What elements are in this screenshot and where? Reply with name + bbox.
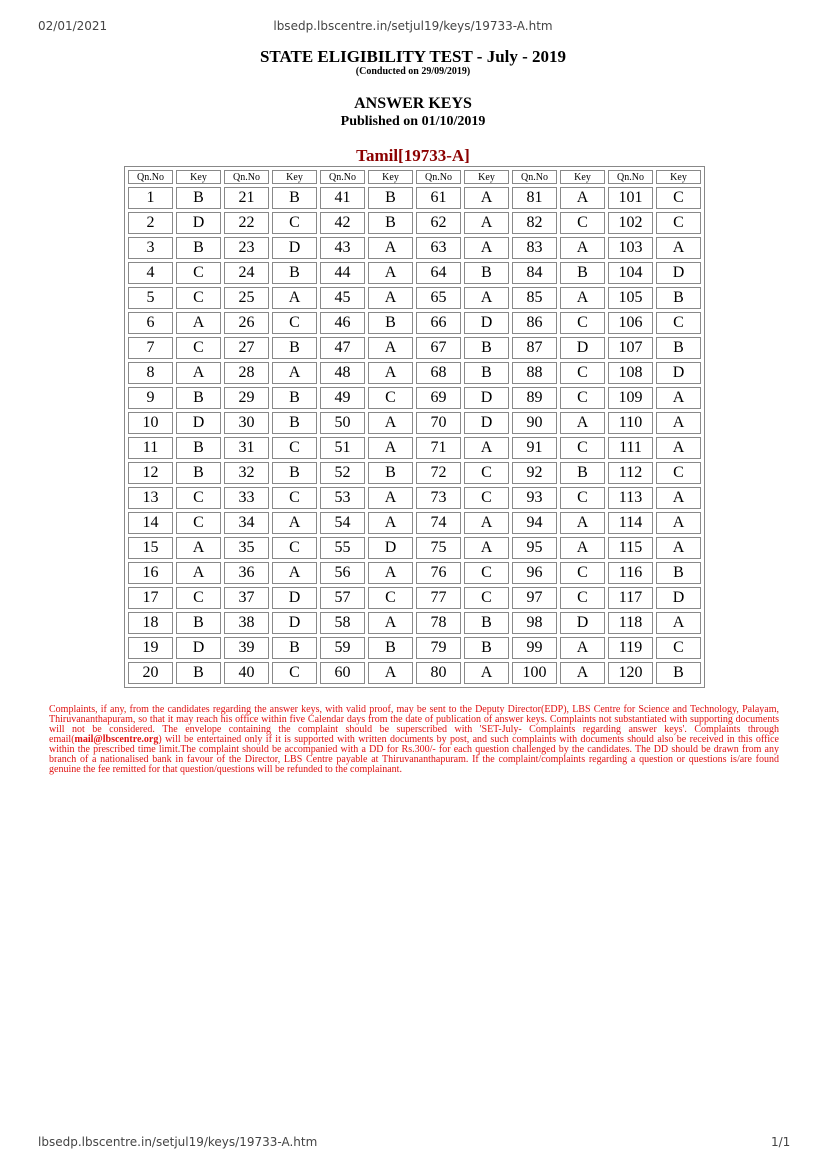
question-number-cell: 87: [512, 337, 557, 359]
answer-key-cell: A: [464, 237, 509, 259]
question-number-cell: 3: [128, 237, 173, 259]
answer-key-cell: C: [272, 662, 317, 684]
answer-key-cell: B: [464, 337, 509, 359]
question-number-cell: 74: [416, 512, 461, 534]
question-number-cell: 102: [608, 212, 653, 234]
question-number-cell: 9: [128, 387, 173, 409]
key-header: Key: [560, 170, 605, 184]
answer-key-cell: D: [656, 587, 701, 609]
key-header: Key: [464, 170, 509, 184]
answer-key-cell: C: [176, 587, 221, 609]
question-number-cell: 39: [224, 637, 269, 659]
answer-key-cell: D: [656, 362, 701, 384]
question-number-cell: 40: [224, 662, 269, 684]
answer-key-cell: C: [560, 562, 605, 584]
answer-key-cell: D: [272, 612, 317, 634]
answer-key-cell: A: [656, 437, 701, 459]
question-number-cell: 33: [224, 487, 269, 509]
answer-key-cell: C: [272, 537, 317, 559]
answer-key-cell: B: [176, 662, 221, 684]
answer-key-cell: A: [176, 537, 221, 559]
question-number-cell: 93: [512, 487, 557, 509]
question-number-cell: 98: [512, 612, 557, 634]
answer-key-cell: D: [176, 412, 221, 434]
qn-no-header: Qn.No: [608, 170, 653, 184]
answer-key-cell: A: [464, 537, 509, 559]
question-number-cell: 17: [128, 587, 173, 609]
question-number-cell: 27: [224, 337, 269, 359]
conducted-date: (Conducted on 29/09/2019): [355, 66, 471, 77]
answer-keys-heading: ANSWER KEYS: [354, 95, 472, 112]
question-number-cell: 5: [128, 287, 173, 309]
answer-key-cell: D: [368, 537, 413, 559]
answer-key-cell: A: [464, 662, 509, 684]
answer-key-cell: D: [176, 637, 221, 659]
question-number-cell: 92: [512, 462, 557, 484]
question-number-cell: 51: [320, 437, 365, 459]
answer-key-cell: C: [560, 487, 605, 509]
question-number-cell: 72: [416, 462, 461, 484]
question-number-cell: 42: [320, 212, 365, 234]
question-number-cell: 95: [512, 537, 557, 559]
note-text-2: ) will be entertained only if it is supported with written documents by post, and such complaints with documents should also be received in this office within the prescribed time limit.The complaint should be accompanied with a DD for Rs.300/- for each question challenged by the candidates. The DD should be drawn from any branch of a nationalised bank in favour of the Director, LBS Centre payable at Thiruvananthapuram. If the complaint/complaints regarding a question or questions is/are found genuine the fee remitted for that question/questions will be refunded to the complainant.: [49, 734, 779, 775]
qn-no-header: Qn.No: [320, 170, 365, 184]
question-number-cell: 6: [128, 312, 173, 334]
answer-key-cell: A: [560, 512, 605, 534]
answer-key-cell: A: [656, 237, 701, 259]
answer-key-cell: B: [368, 312, 413, 334]
question-number-cell: 56: [320, 562, 365, 584]
answer-key-cell: C: [656, 312, 701, 334]
table-row: [128, 562, 701, 584]
question-number-cell: 83: [512, 237, 557, 259]
answer-key-cell: A: [368, 412, 413, 434]
question-number-cell: 111: [608, 437, 653, 459]
answer-key-cell: C: [560, 387, 605, 409]
question-number-cell: 64: [416, 262, 461, 284]
table-header-row: [128, 170, 701, 184]
question-number-cell: 115: [608, 537, 653, 559]
table-row: [128, 587, 701, 609]
answer-key-cell: B: [560, 262, 605, 284]
question-number-cell: 106: [608, 312, 653, 334]
question-number-cell: 31: [224, 437, 269, 459]
table-row: [128, 362, 701, 384]
question-number-cell: 50: [320, 412, 365, 434]
question-number-cell: 37: [224, 587, 269, 609]
question-number-cell: 110: [608, 412, 653, 434]
question-number-cell: 90: [512, 412, 557, 434]
table-row: [128, 312, 701, 334]
question-number-cell: 65: [416, 287, 461, 309]
answer-key-cell: B: [464, 262, 509, 284]
question-number-cell: 108: [608, 362, 653, 384]
question-number-cell: 63: [416, 237, 461, 259]
question-number-cell: 116: [608, 562, 653, 584]
answer-key-cell: B: [272, 462, 317, 484]
answer-key-cell: A: [368, 337, 413, 359]
answer-key-cell: B: [656, 337, 701, 359]
answer-key-cell: A: [368, 562, 413, 584]
answer-key-cell: A: [176, 562, 221, 584]
answer-key-cell: B: [464, 637, 509, 659]
answer-key-cell: A: [368, 287, 413, 309]
key-header: Key: [176, 170, 221, 184]
question-number-cell: 104: [608, 262, 653, 284]
answer-key-cell: A: [368, 437, 413, 459]
answer-key-cell: C: [656, 212, 701, 234]
answer-key-cell: B: [560, 462, 605, 484]
answer-key-table: [124, 166, 705, 688]
question-number-cell: 68: [416, 362, 461, 384]
question-number-cell: 11: [128, 437, 173, 459]
answer-key-cell: C: [272, 212, 317, 234]
table-row: [128, 262, 701, 284]
question-number-cell: 28: [224, 362, 269, 384]
question-number-cell: 75: [416, 537, 461, 559]
answer-key-cell: A: [368, 487, 413, 509]
answer-key-cell: B: [656, 287, 701, 309]
qn-no-header: Qn.No: [416, 170, 461, 184]
question-number-cell: 89: [512, 387, 557, 409]
question-number-cell: 13: [128, 487, 173, 509]
answer-key-cell: C: [272, 487, 317, 509]
question-number-cell: 99: [512, 637, 557, 659]
question-number-cell: 113: [608, 487, 653, 509]
answer-key-cell: C: [272, 312, 317, 334]
question-number-cell: 120: [608, 662, 653, 684]
answer-key-cell: C: [464, 587, 509, 609]
table-row: [128, 337, 701, 359]
question-number-cell: 18: [128, 612, 173, 634]
answer-key-cell: A: [560, 637, 605, 659]
question-number-cell: 48: [320, 362, 365, 384]
question-number-cell: 19: [128, 637, 173, 659]
answer-key-cell: C: [176, 512, 221, 534]
question-number-cell: 45: [320, 287, 365, 309]
complaints-note: [49, 705, 779, 775]
answer-key-cell: A: [560, 237, 605, 259]
question-number-cell: 16: [128, 562, 173, 584]
question-number-cell: 8: [128, 362, 173, 384]
table-row: [128, 512, 701, 534]
answer-key-cell: A: [464, 437, 509, 459]
table-row: [128, 462, 701, 484]
answer-key-cell: D: [560, 612, 605, 634]
question-number-cell: 57: [320, 587, 365, 609]
answer-key-cell: D: [272, 237, 317, 259]
table-row: [128, 237, 701, 259]
table-row: [128, 487, 701, 509]
answer-key-cell: C: [176, 487, 221, 509]
question-number-cell: 88: [512, 362, 557, 384]
question-number-cell: 101: [608, 187, 653, 209]
answer-key-cell: A: [272, 512, 317, 534]
question-number-cell: 52: [320, 462, 365, 484]
answer-key-cell: A: [176, 362, 221, 384]
answer-key-cell: A: [368, 612, 413, 634]
question-number-cell: 41: [320, 187, 365, 209]
answer-key-cell: A: [656, 512, 701, 534]
answer-key-cell: D: [272, 587, 317, 609]
answer-key-cell: A: [560, 662, 605, 684]
question-number-cell: 117: [608, 587, 653, 609]
answer-key-cell: D: [560, 337, 605, 359]
footer-url: lbsedp.lbscentre.in/setjul19/keys/19733-A.htm: [38, 1135, 318, 1149]
answer-key-cell: B: [176, 437, 221, 459]
published-date: Published on 01/10/2019: [340, 114, 486, 129]
question-number-cell: 82: [512, 212, 557, 234]
page-title: STATE ELIGIBILITY TEST - July - 2019: [259, 47, 567, 66]
question-number-cell: 96: [512, 562, 557, 584]
answer-key-cell: A: [368, 362, 413, 384]
question-number-cell: 73: [416, 487, 461, 509]
answer-key-cell: C: [176, 262, 221, 284]
answer-key-cell: C: [656, 462, 701, 484]
question-number-cell: 109: [608, 387, 653, 409]
answer-key-cell: C: [560, 437, 605, 459]
question-number-cell: 15: [128, 537, 173, 559]
qn-no-header: Qn.No: [512, 170, 557, 184]
answer-key-cell: B: [368, 462, 413, 484]
question-number-cell: 94: [512, 512, 557, 534]
answer-key-cell: A: [656, 537, 701, 559]
question-number-cell: 53: [320, 487, 365, 509]
question-number-cell: 91: [512, 437, 557, 459]
question-number-cell: 78: [416, 612, 461, 634]
answer-key-cell: B: [272, 637, 317, 659]
question-number-cell: 118: [608, 612, 653, 634]
question-number-cell: 62: [416, 212, 461, 234]
answer-key-cell: A: [656, 412, 701, 434]
answer-key-cell: A: [464, 512, 509, 534]
answer-key-cell: B: [272, 262, 317, 284]
question-number-cell: 21: [224, 187, 269, 209]
question-number-cell: 112: [608, 462, 653, 484]
question-number-cell: 54: [320, 512, 365, 534]
question-number-cell: 35: [224, 537, 269, 559]
table-row: [128, 412, 701, 434]
answer-key-cell: B: [656, 562, 701, 584]
answer-key-cell: A: [368, 262, 413, 284]
question-number-cell: 44: [320, 262, 365, 284]
question-number-cell: 43: [320, 237, 365, 259]
answer-key-cell: B: [464, 362, 509, 384]
question-number-cell: 10: [128, 412, 173, 434]
answer-key-cell: A: [656, 387, 701, 409]
question-number-cell: 7: [128, 337, 173, 359]
key-header: Key: [368, 170, 413, 184]
answer-key-cell: C: [464, 487, 509, 509]
question-number-cell: 97: [512, 587, 557, 609]
question-number-cell: 100: [512, 662, 557, 684]
question-number-cell: 12: [128, 462, 173, 484]
question-number-cell: 105: [608, 287, 653, 309]
answer-key-cell: C: [368, 587, 413, 609]
answer-key-cell: A: [368, 237, 413, 259]
answer-key-cell: B: [368, 212, 413, 234]
question-number-cell: 61: [416, 187, 461, 209]
table-row: [128, 187, 701, 209]
answer-key-cell: A: [272, 362, 317, 384]
answer-key-cell: B: [176, 237, 221, 259]
table-row: [128, 637, 701, 659]
question-number-cell: 81: [512, 187, 557, 209]
question-number-cell: 47: [320, 337, 365, 359]
answer-key-cell: C: [560, 362, 605, 384]
answer-key-cell: C: [656, 637, 701, 659]
print-url: lbsedp.lbscentre.in/setjul19/keys/19733-A.htm: [273, 19, 553, 33]
question-number-cell: 71: [416, 437, 461, 459]
question-number-cell: 24: [224, 262, 269, 284]
question-number-cell: 49: [320, 387, 365, 409]
answer-key-cell: B: [656, 662, 701, 684]
key-header: Key: [656, 170, 701, 184]
answer-key-cell: D: [464, 412, 509, 434]
answer-key-cell: A: [464, 187, 509, 209]
question-number-cell: 1: [128, 187, 173, 209]
question-number-cell: 107: [608, 337, 653, 359]
question-number-cell: 55: [320, 537, 365, 559]
table-row: [128, 287, 701, 309]
answer-key-cell: B: [176, 462, 221, 484]
answer-key-cell: B: [272, 387, 317, 409]
question-number-cell: 66: [416, 312, 461, 334]
answer-key-cell: C: [464, 462, 509, 484]
key-header: Key: [272, 170, 317, 184]
answer-key-cell: A: [368, 662, 413, 684]
answer-key-cell: C: [560, 212, 605, 234]
question-number-cell: 80: [416, 662, 461, 684]
table-row: [128, 612, 701, 634]
question-number-cell: 23: [224, 237, 269, 259]
answer-key-cell: C: [560, 312, 605, 334]
question-number-cell: 86: [512, 312, 557, 334]
question-number-cell: 20: [128, 662, 173, 684]
answer-key-cell: A: [560, 537, 605, 559]
question-number-cell: 67: [416, 337, 461, 359]
answer-key-cell: A: [656, 487, 701, 509]
question-number-cell: 58: [320, 612, 365, 634]
note-text-1: Complaints, if any, from the candidates regarding the answer keys, with valid proof, may be sent to the Deputy Director(EDP), LBS Centre for Science and Technology, Palayam, Thiruvananthapuram, so that it may reach his office within five Calendar days from the date of publication of answer keys. Complaints not substantiated with supporting documents will not be considered. The envelope containing the complaint should be superscribed with 'SET-July- Complaints regarding answer keys'. Complaints through email(: [49, 704, 779, 745]
answer-key-cell: B: [176, 387, 221, 409]
answer-key-cell: B: [176, 187, 221, 209]
table-row: [128, 387, 701, 409]
question-number-cell: 70: [416, 412, 461, 434]
question-number-cell: 119: [608, 637, 653, 659]
question-number-cell: 30: [224, 412, 269, 434]
answer-key-cell: B: [272, 412, 317, 434]
answer-key-cell: B: [272, 337, 317, 359]
question-number-cell: 32: [224, 462, 269, 484]
question-number-cell: 103: [608, 237, 653, 259]
question-number-cell: 36: [224, 562, 269, 584]
print-date: 02/01/2021: [38, 19, 108, 33]
answer-key-cell: C: [656, 187, 701, 209]
table-row: [128, 662, 701, 684]
answer-key-cell: A: [560, 287, 605, 309]
question-number-cell: 77: [416, 587, 461, 609]
answer-key-cell: B: [368, 187, 413, 209]
page-number: 1/1: [771, 1135, 791, 1149]
answer-key-cell: D: [464, 387, 509, 409]
question-number-cell: 4: [128, 262, 173, 284]
answer-key-cell: C: [176, 337, 221, 359]
answer-key-cell: D: [464, 312, 509, 334]
qn-no-header: Qn.No: [128, 170, 173, 184]
answer-key-cell: C: [464, 562, 509, 584]
answer-key-cell: C: [176, 287, 221, 309]
answer-key-cell: A: [272, 287, 317, 309]
question-number-cell: 69: [416, 387, 461, 409]
answer-key-cell: C: [368, 387, 413, 409]
question-number-cell: 84: [512, 262, 557, 284]
answer-key-cell: D: [656, 262, 701, 284]
answer-key-cell: B: [368, 637, 413, 659]
answer-key-cell: A: [272, 562, 317, 584]
table-row: [128, 537, 701, 559]
answer-key-cell: D: [176, 212, 221, 234]
question-number-cell: 29: [224, 387, 269, 409]
answer-key-cell: A: [464, 212, 509, 234]
answer-key-cell: B: [464, 612, 509, 634]
answer-key-cell: A: [560, 412, 605, 434]
answer-key-cell: A: [176, 312, 221, 334]
table-row: [128, 212, 701, 234]
question-number-cell: 22: [224, 212, 269, 234]
question-number-cell: 34: [224, 512, 269, 534]
qn-no-header: Qn.No: [224, 170, 269, 184]
question-number-cell: 114: [608, 512, 653, 534]
question-number-cell: 85: [512, 287, 557, 309]
answer-key-cell: A: [464, 287, 509, 309]
answer-key-cell: A: [656, 612, 701, 634]
question-number-cell: 2: [128, 212, 173, 234]
question-number-cell: 79: [416, 637, 461, 659]
answer-key-cell: B: [272, 187, 317, 209]
subject-title: Tamil[19733-A]: [356, 146, 470, 165]
answer-key-cell: C: [272, 437, 317, 459]
question-number-cell: 60: [320, 662, 365, 684]
question-number-cell: 38: [224, 612, 269, 634]
question-number-cell: 59: [320, 637, 365, 659]
question-number-cell: 25: [224, 287, 269, 309]
question-number-cell: 76: [416, 562, 461, 584]
answer-key-cell: B: [176, 612, 221, 634]
question-number-cell: 46: [320, 312, 365, 334]
answer-key-cell: A: [368, 512, 413, 534]
question-number-cell: 14: [128, 512, 173, 534]
answer-key-cell: C: [560, 587, 605, 609]
answer-key-cell: A: [560, 187, 605, 209]
question-number-cell: 26: [224, 312, 269, 334]
contact-email: mail@lbscentre.org: [74, 734, 159, 745]
table-row: [128, 437, 701, 459]
